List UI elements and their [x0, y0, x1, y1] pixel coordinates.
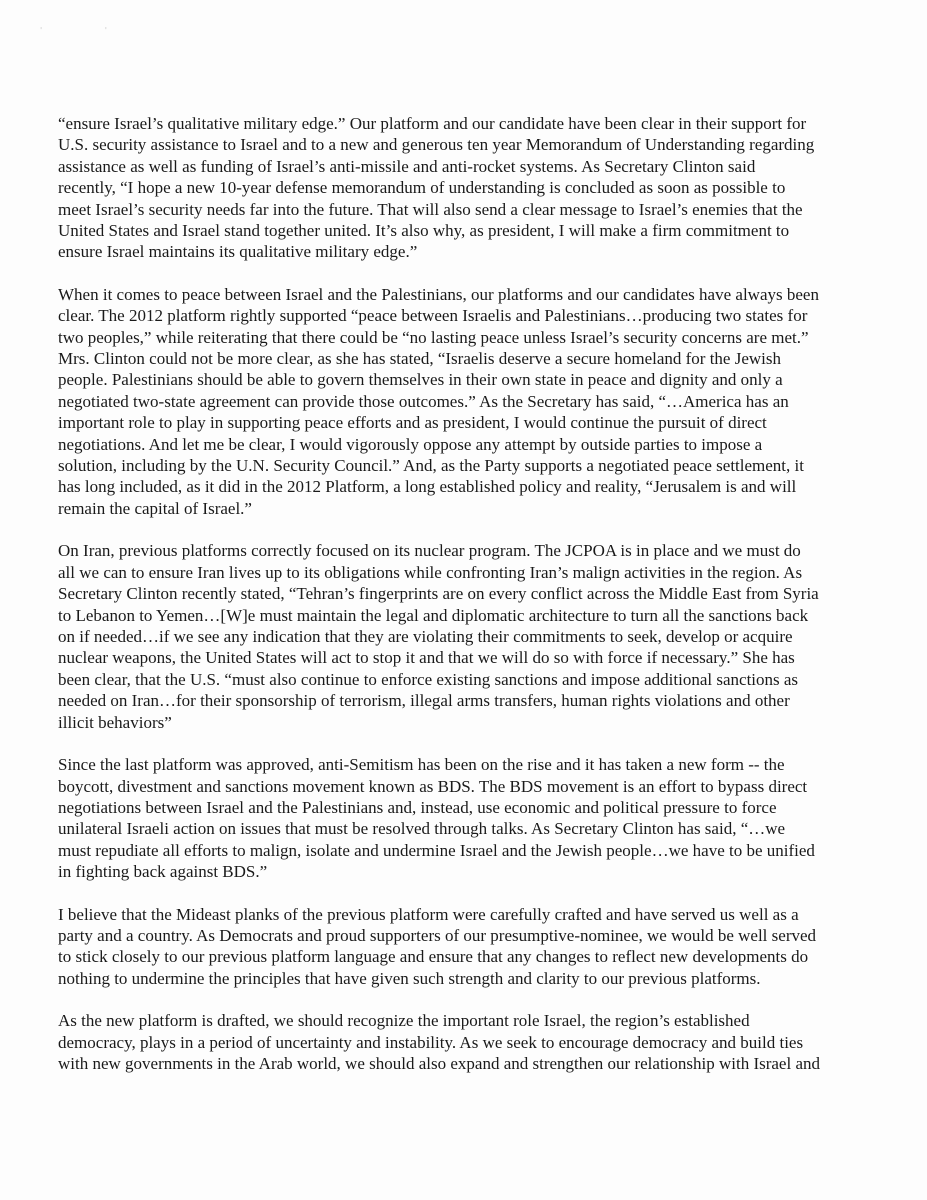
text-line: On Iran, previous platforms correctly focused on its nuclear program. The JCPOA is in place and we must do — [58, 541, 801, 561]
text-line: unilateral Israeli action on issues that must be resolved through talks. As Secretary Clinton has said, “…we — [58, 819, 786, 839]
text-line: people. Palestinians should be able to govern themselves in their own state in peace and dignity and only a — [58, 370, 783, 390]
text-line: must repudiate all efforts to malign, isolate and undermine Israel and the Jewish people…we have to be unified — [58, 840, 815, 860]
text-line: When it comes to peace between Israel and the Palestinians, our platforms and our candidates have always been — [58, 284, 819, 304]
text-line: to stick closely to our previous platform language and ensure that any changes to reflect new developments do — [58, 947, 809, 967]
text-line: with new governments in the Arab world, we should also expand and strengthen our relationship with Israel and — [58, 1054, 820, 1074]
text-line: assistance as well as funding of Israel’s anti-missile and anti-rocket systems. As Secretary Clinton said — [58, 156, 756, 176]
text-line: nothing to undermine the principles that have given such strength and clarity to our previous platforms. — [58, 968, 761, 988]
letter-body — [58, 113, 892, 1096]
text-line: remain the capital of Israel.” — [58, 498, 252, 518]
text-line: United States and Israel stand together united. It’s also why, as president, I will make a firm commitment to — [58, 220, 790, 240]
text-line: ensure Israel maintains its qualitative military edge.” — [58, 242, 418, 262]
text-line: in fighting back against BDS.” — [58, 862, 268, 882]
paragraph-6 — [58, 1010, 892, 1074]
text-line: illicit behaviors” — [58, 712, 172, 732]
text-line: Since the last platform was approved, anti-Semitism has been on the rise and it has taken a new form -- the — [58, 755, 785, 775]
text-line: boycott, divestment and sanctions movement known as BDS. The BDS movement is an effort to bypass direct — [58, 776, 808, 796]
text-line: clear. The 2012 platform rightly supported “peace between Israelis and Palestinians…producing two states for — [58, 306, 808, 326]
text-line: solution, including by the U.N. Security Council.” And, as the Party supports a negotiated peace settlement, it — [58, 456, 804, 476]
text-line: important role to play in supporting peace efforts and as president, I would continue the pursuit of direct — [58, 413, 767, 433]
paragraph-2 — [58, 284, 892, 519]
paragraph-3 — [58, 540, 892, 733]
text-line: negotiations. And let me be clear, I would vigorously oppose any attempt by outside parties to impose a — [58, 434, 763, 454]
paragraph-4 — [58, 754, 892, 882]
text-line: needed on Iran…for their sponsorship of terrorism, illegal arms transfers, human rights violations and other — [58, 691, 790, 711]
paragraph-5 — [58, 904, 892, 990]
text-line: has long included, as it did in the 2012 Platform, a long established policy and reality, “Jerusalem is and will — [58, 477, 797, 497]
text-line: “ensure Israel’s qualitative military edge.” Our platform and our candidate have been clear in their support for — [58, 114, 807, 133]
text-line: recently, “I hope a new 10-year defense memorandum of understanding is concluded as soon as possible to — [58, 178, 786, 198]
text-line: all we can to ensure Iran lives up to its obligations while confronting Iran’s malign activities in the region. As — [58, 562, 803, 582]
text-line: been clear, that the U.S. “must also continue to enforce existing sanctions and impose additional sanctions as — [58, 669, 799, 689]
text-line: negotiations between Israel and the Palestinians and, instead, use economic and political pressure to force — [58, 797, 777, 817]
text-line: I believe that the Mideast planks of the previous platform were carefully crafted and have served us well as a — [58, 904, 799, 924]
text-line: nuclear weapons, the United States will act to stop it and that we will do so with force if necessary.” She has — [58, 648, 795, 668]
scan-marks: ' ' — [40, 26, 137, 35]
text-line: on if needed…if we see any indication that they are violating their commitments to seek, develop or acquire — [58, 626, 793, 646]
text-line: negotiated two-state agreement can provide those outcomes.” As the Secretary has said, “…America has an — [58, 391, 789, 411]
text-line: U.S. security assistance to Israel and to a new and generous ten year Memorandum of Understanding regarding — [58, 135, 815, 155]
text-line: Secretary Clinton recently stated, “Tehran’s fingerprints are on every conflict across the Middle East from Syria — [58, 584, 819, 604]
text-line: As the new platform is drafted, we should recognize the important role Israel, the region’s established — [58, 1011, 750, 1031]
text-line: two peoples,” while reiterating that there could be “no lasting peace unless Israel’s security concerns are met.” — [58, 327, 809, 347]
paragraph-1 — [58, 113, 892, 263]
text-line: democracy, plays in a period of uncertainty and instability. As we seek to encourage democracy and build ties — [58, 1032, 804, 1052]
text-line: meet Israel’s security needs far into the future. That will also send a clear message to Israel’s enemies that the — [58, 199, 803, 219]
text-line: Mrs. Clinton could not be more clear, as she has stated, “Israelis deserve a secure homeland for the Jewish — [58, 349, 782, 369]
text-line: to Lebanon to Yemen…[W]e must maintain the legal and diplomatic architecture to turn all the sanctions back — [58, 605, 809, 625]
text-line: party and a country. As Democrats and proud supporters of our presumptive-nominee, we would be well served — [58, 926, 817, 946]
